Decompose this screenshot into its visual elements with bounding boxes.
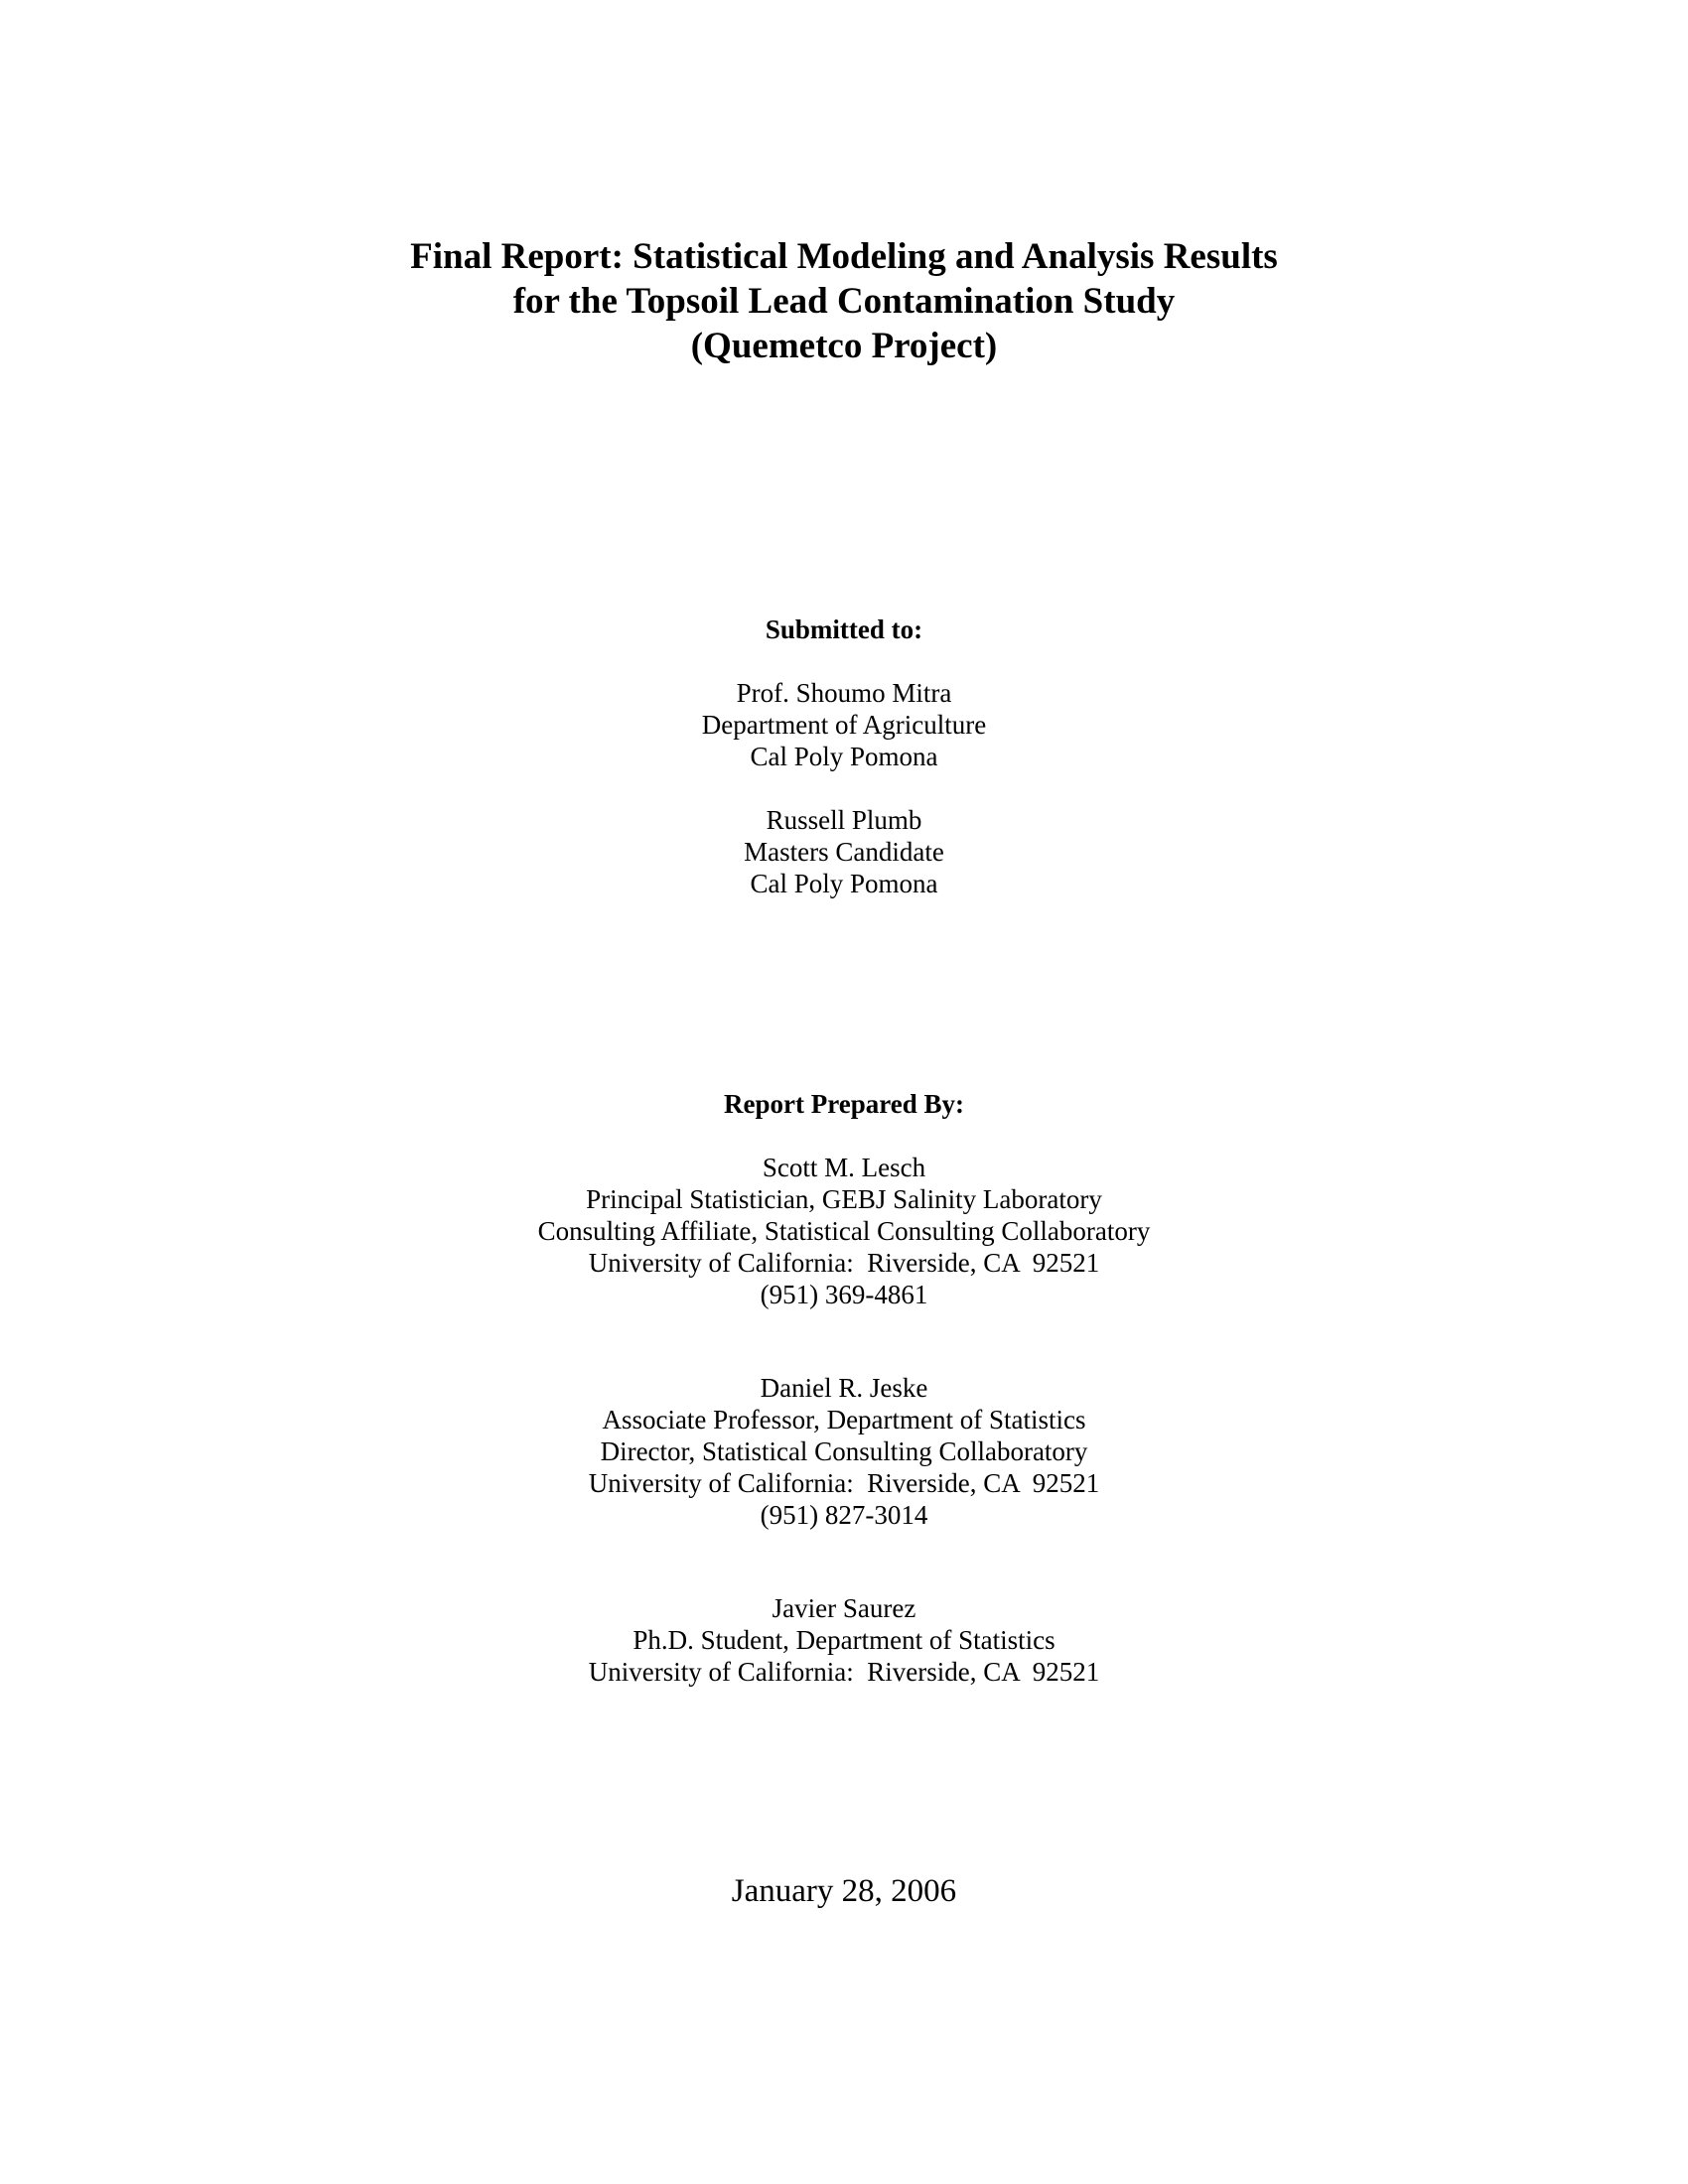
author-address: University of California: Riverside, CA 92521 [588,1657,1100,1687]
author-address: University of California: Riverside, CA 92521 [588,1468,1100,1498]
recipient-department: Department of Agriculture [701,710,987,740]
title-line-2: for the Topsoil Lead Contamination Study [512,281,1176,322]
author-affiliation: Consulting Affiliate, Statistical Consulting Collaboratory [537,1216,1151,1246]
author-phone: (951) 369-4861 [760,1280,928,1309]
recipient-block [0,677,1688,772]
author-affiliation: Director, Statistical Consulting Collaboratory [600,1436,1088,1466]
recipient-block [0,804,1688,899]
recipient-name: Russell Plumb [766,805,922,835]
prepared-by-heading: Report Prepared By: [724,1089,964,1119]
author-title: Associate Professor, Department of Statistics [602,1405,1086,1434]
recipient-institution: Cal Poly Pomona [750,742,938,771]
recipient-role: Masters Candidate [744,837,944,867]
submitted-to-heading: Submitted to: [765,614,923,644]
author-name: Scott M. Lesch [762,1153,926,1182]
author-block [0,1152,1688,1310]
title-line-3: (Quemetco Project) [690,326,998,366]
author-address: University of California: Riverside, CA 92521 [588,1248,1100,1278]
author-block [0,1592,1688,1688]
author-phone: (951) 827-3014 [760,1500,928,1530]
author-name: Daniel R. Jeske [760,1373,928,1403]
report-date: January 28, 2006 [731,1873,957,1909]
recipient-name: Prof. Shoumo Mitra [736,678,952,708]
report-title [0,234,1688,368]
author-title: Principal Statistician, GEBJ Salinity Laboratory [586,1184,1102,1214]
author-title: Ph.D. Student, Department of Statistics [633,1625,1055,1655]
author-name: Javier Saurez [772,1593,916,1623]
title-line-1: Final Report: Statistical Modeling and Analysis Results [410,236,1278,277]
recipient-institution: Cal Poly Pomona [750,869,938,898]
author-block [0,1372,1688,1531]
